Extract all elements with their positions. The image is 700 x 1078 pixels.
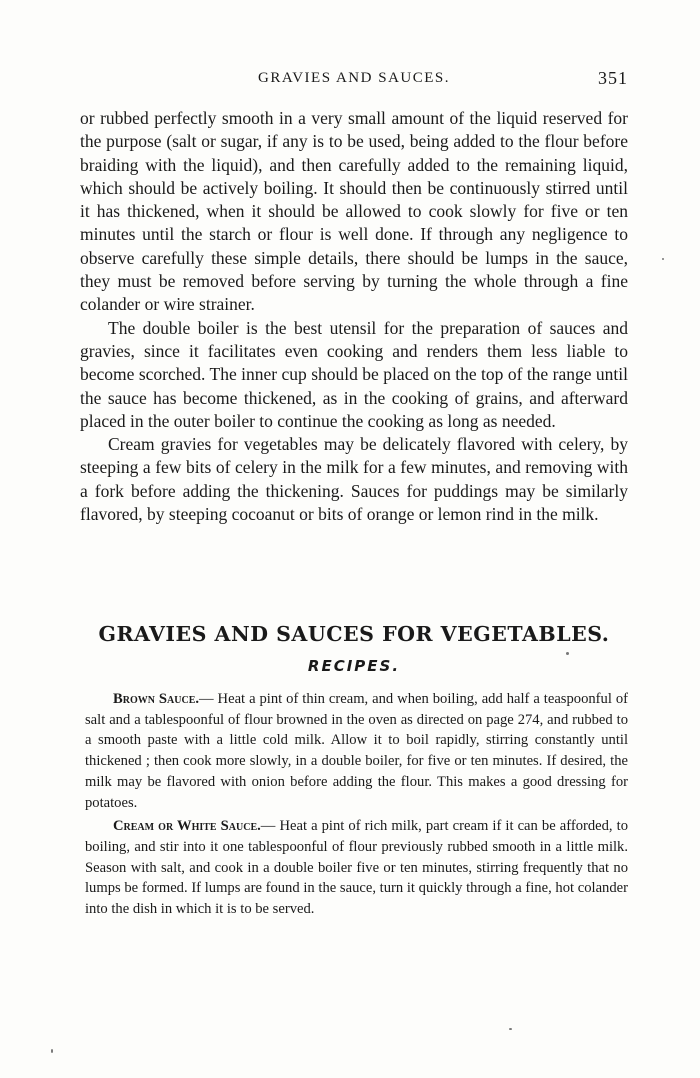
body-paragraph: The double boiler is the best utensil for the preparation of sauces and gravies, since it facilitates even cooking and renders them less liable to become scorched. The inner cup should be placed on the top of the range until the sauce has become thickened, as in the cooking of grains, and afterward placed in the outer boiler to continue the cooking as long as needed.	[80, 317, 628, 431]
recipe-brown-sauce	[85, 689, 628, 813]
body-paragraph: or rubbed perfectly smooth in a very small amount of the liquid reserved for the purpose (salt or sugar, if any is to be used, being added to the flour before braiding with the liquid), and then carefully added to the remaining liquid, which should be actively boiling. It should then be continuously stirred until it has thickened, when it should be allowed to cook slowly for five or ten minutes until the starch or flour is well done. If through any negligence to observe carefully these simple details, there should be lumps in the sauce, they must be removed before serving by turning the whole through a fine colander or wire strainer.	[80, 108, 628, 315]
paper-speck	[509, 1028, 512, 1030]
recipe-cream-sauce	[85, 816, 628, 920]
recipes-subheading: RECIPES.	[307, 657, 401, 675]
running-header	[80, 70, 628, 94]
running-title: GRAVIES AND SAUCES.	[257, 70, 450, 86]
paper-speck	[566, 652, 569, 655]
body-paragraph: Cream gravies for vegetables may be delicately flavored with celery, by steeping a few bits of celery in the milk for a few minutes, and removing with a fork before adding the thickening. Sauces for puddings may be similarly flavored, by steeping cocoanut or bits of orange or lemon rind in the milk.	[80, 434, 628, 525]
page-number: 351	[598, 68, 628, 88]
section-heading: GRAVIES AND SAUCES FOR VEGETABLES.	[98, 622, 610, 646]
paper-speck	[662, 258, 664, 260]
body-text	[80, 107, 628, 526]
recipe-text: — Heat a pint of rich milk, part cream if it can be afforded, to boiling, and stir into it one tablespoonful of flour previously rubbed smooth in a little milk. Season with salt, and cook in a double boiler five or ten minutes, stirring frequently that no lumps be formed. If lumps are found in the sauce, turn it quickly through a fine, hot colander into the dish in which it is to be served.	[85, 818, 628, 918]
recipe-list	[86, 689, 628, 923]
recipe-text: — Heat a pint of thin cream, and when boiling, add half a teaspoonful of salt and a tablespoonful of flour browned in the oven as directed on page 274, and rubbed to a smooth paste with a little cold milk. Allow it to boil rapidly, stirring constantly until thickened ; then cook more slowly, in a double boiler, for five or ten minutes. If desired, the milk may be flavored with onion before adding the flour. This makes a good dressing for potatoes.	[85, 691, 628, 811]
recipe-name: Brown Sauce.	[113, 691, 200, 707]
recipe-name: Cream or White Sauce.	[113, 818, 261, 835]
paper-speck	[51, 1049, 53, 1053]
